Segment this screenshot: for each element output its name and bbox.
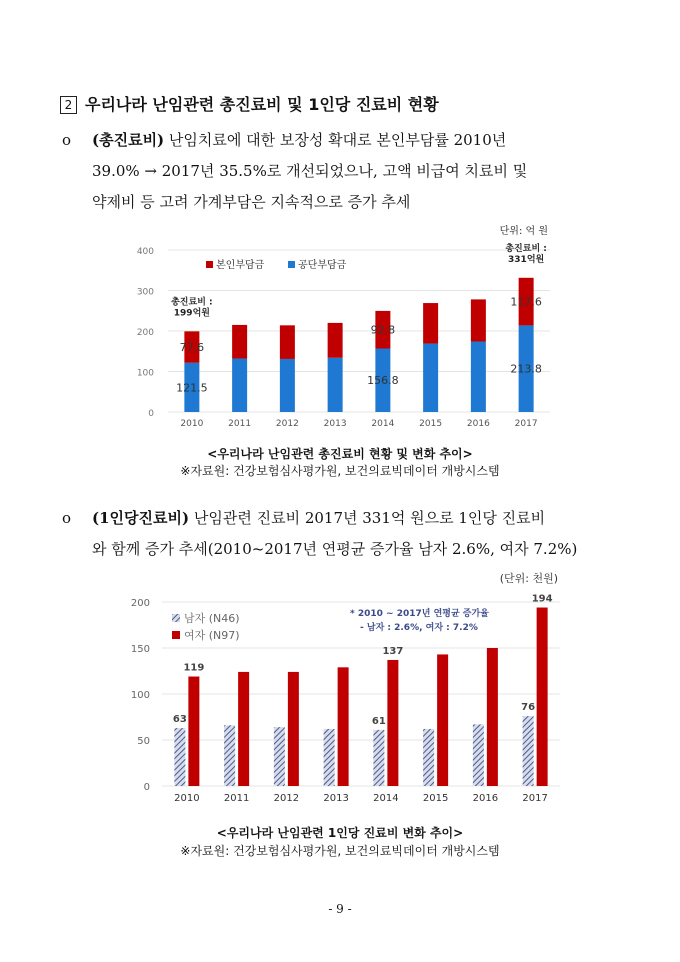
legend-swatch [172,614,180,622]
x-tick-label: 2013 [323,419,347,429]
bar-female-2012 [288,672,299,786]
section-heading [60,92,439,115]
x-tick-label: 2013 [323,793,349,804]
y-tick-label: 400 [136,247,154,257]
x-tick-label: 2017 [522,793,548,804]
y-tick-label: 150 [130,644,150,655]
chart2-caption: <우리나라 난임관련 1인당 진료비 변화 추이> [216,826,464,840]
total-annotation: 총진료비 : [505,243,547,254]
x-tick-label: 2016 [466,419,490,429]
bar-self-2012 [280,325,295,359]
bar-gov-2012 [280,359,295,412]
legend-label: 본인부담금 [216,260,265,271]
total-annotation: 총진료비 : [171,297,213,308]
bullet: o [62,509,72,527]
unit-label: (단위: 천원) [499,572,558,585]
unit-label: 단위: 억 원 [499,226,548,237]
y-tick-label: 0 [143,782,150,793]
total-annotation: 199억원 [173,308,210,319]
page-number: - 9 - [328,902,352,916]
y-tick-label: 100 [136,368,154,379]
x-tick-label: 2015 [422,793,449,804]
x-tick-label: 2010 [174,793,200,804]
x-tick-label: 2012 [273,793,300,804]
data-label: 213.8 [510,362,542,376]
data-label: 121.5 [176,381,208,395]
chart1-caption: <우리나라 난임관련 총진료비 현황 및 변화 추이> [207,447,473,461]
legend-label: 여자 (N97) [184,629,240,642]
data-label: 92.8 [370,323,396,337]
x-tick-label: 2015 [419,419,443,429]
para-line: 난임관련 진료비 2017년 331억 원으로 1인당 진료비 [189,509,546,527]
data-label: 61 [371,715,386,727]
x-tick-label: 2016 [472,793,499,804]
legend-swatch [206,261,213,268]
y-tick-label: 50 [137,736,150,747]
bar-male-2016 [473,724,484,786]
x-tick-label: 2011 [223,793,250,804]
x-tick-label: 2017 [514,419,538,429]
bar-gov-2016 [471,342,486,412]
bar-gov-2013 [328,358,343,412]
bar-gov-2011 [232,359,247,412]
bar-female-2017 [537,608,548,786]
y-tick-label: 200 [130,598,150,609]
bar-female-2016 [487,648,498,786]
total-annotation: 331억원 [508,254,545,265]
bar-female-2010 [188,677,199,786]
bullet: o [62,131,72,149]
x-tick-label: 2012 [275,419,299,429]
y-tick-label: 100 [130,690,150,701]
data-label: 63 [172,714,187,726]
bar-male-2010 [174,728,185,786]
x-tick-label: 2011 [228,419,252,429]
data-label: 194 [531,593,553,605]
per-capita-chart [110,568,570,808]
total-cost-chart [130,222,570,432]
growth-note: - 남자 : 2.6%, 여자 : 7.2% [360,623,478,633]
bar-male-2014 [373,730,384,786]
para-line: 39.0% → 2017년 35.5%로 개선되었으나, 고액 비급여 치료비 및 [92,162,528,180]
bar-self-2015 [423,303,438,344]
chart2-source: ※자료원: 건강보험심사평가원, 보건의료빅데이터 개방시스템 [180,844,500,858]
bar-female-2014 [387,660,398,786]
bar-self-2011 [232,325,247,359]
data-label: 156.8 [367,374,399,388]
bar-male-2013 [324,729,335,786]
y-tick-label: 0 [148,409,154,419]
x-tick-label: 2014 [371,419,395,429]
x-tick-label: 2010 [180,419,204,429]
section-number: 2 [60,96,77,114]
legend-label: 남자 (N46) [184,612,240,625]
x-tick-label: 2014 [373,793,399,804]
bar-female-2011 [238,672,249,786]
bar-male-2011 [224,725,235,786]
bar-female-2013 [338,667,349,786]
chart1-source: ※자료원: 건강보험심사평가원, 보건의료빅데이터 개방시스템 [180,464,500,478]
lead-label: (1인당진료비) [92,509,190,527]
data-label: 119 [183,662,205,674]
data-label: 137 [382,645,404,657]
y-tick-label: 200 [136,328,154,338]
bar-female-2015 [437,654,448,786]
para-line: 약제비 등 고려 가계부담은 지속적으로 증가 추세 [92,193,411,211]
lead-label: (총진료비) [92,131,165,149]
data-label: 76 [521,702,536,714]
para-line: 난임치료에 대한 보장성 확대로 본인부담률 2010년 [164,131,507,149]
bar-male-2012 [274,727,285,786]
bar-male-2015 [423,729,434,786]
paragraph-per-capita [62,503,622,565]
legend-swatch [172,631,180,639]
bar-self-2016 [471,299,486,341]
bar-gov-2015 [423,344,438,412]
data-label: 117.6 [510,295,542,309]
paragraph-total-cost [62,125,622,218]
bar-male-2017 [523,716,534,786]
section-title: 우리나라 난임관련 총진료비 및 1인당 진료비 현황 [85,95,439,114]
legend-label: 공단부담금 [298,260,347,271]
para-line: 와 함께 증가 추세(2010~2017년 연평균 증가율 남자 2.6%, 여자 7.2%) [92,540,578,558]
bar-self-2013 [328,323,343,358]
data-label: 77.6 [179,341,205,355]
growth-note: * 2010 ~ 2017년 연평균 증가율 [350,609,489,619]
y-tick-label: 300 [136,287,154,298]
legend-swatch [288,261,295,268]
